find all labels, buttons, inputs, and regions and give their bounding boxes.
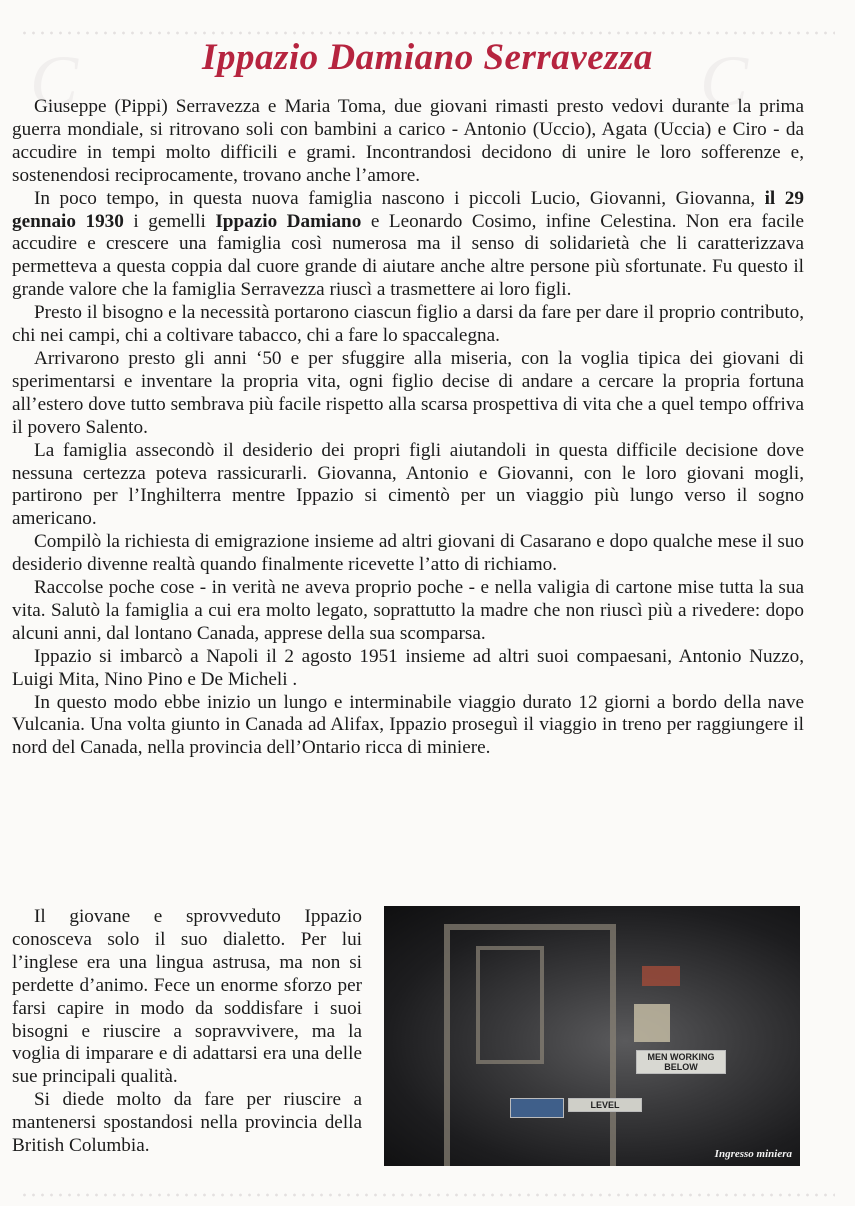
person-name: Ippazio Damiano [215,210,362,232]
level-sign: LEVEL [568,1098,642,1112]
paragraph: Ippazio si imbarcò a Napoli il 2 agosto 1951 insieme ad altri suoi compaesani, Antonio Nuzzo, Luigi Mita, Nino Pino e De Micheli . [12,645,804,690]
paragraph-text: e Leonardo Cosimo, infine Celestina. Non era facile accudire e crescere una famiglia così numerosa ma il senso di solidarietà che li caratterizzava permetteva a questa coppia dal cuore grande di aiutare anche altre persone più sfortunate. Fu questo il grande valore che la famiglia Serravezza riuscì a trasmettere ai loro figli. [12,210,805,301]
paragraph: Raccolse poche cose - in verità ne aveva proprio poche - e nella valigia di cartone mise tutta la sua vita. Salutò la famiglia a cui era molto legato, soprattutto la madre che non riuscì più a rivedere: dopo alcuni anni, dal lontano Canada, apprese della sua scomparsa. [12,577,804,644]
paragraph: Arrivarono presto gli anni ‘50 e per sfuggire alla miseria, con la voglia tipica dei giovani di sperimentarsi e inventare la propria vita, ogni figlio decise di andare a cercare la propria fortuna all’estero dove tutto sembrava più facile rispetto alla scarsa prospettiva di vita che a quel tempo offriva il povero Salento. [12,347,804,438]
paragraph: Giuseppe (Pippi) Serravezza e Maria Toma, due giovani rimasti presto vedovi durante la prima guerra mondiale, si ritrovano soli con bambini a carico - Antonio (Uccio), Agata (Uccia) e Ciro - da accudire in tempi molto difficili e grami. Incontrandosi decidono di unire le loro sofferenze e, sostenendosi reciprocamente, trovano anche l’amore. [12,96,804,186]
paragraph-text: i gemelli [123,210,216,232]
paragraph: Si diede molto da fare per riuscire a mantenersi spostandosi nella provincia della British Columbia. [12,1089,362,1157]
paragraph [12,188,804,303]
mine-entrance-photo [384,906,800,1166]
article-body-side [12,906,362,1158]
page-title: Ippazio Damiano Serravezza [202,37,653,78]
watermark-logo: C [700,41,749,121]
paragraph: Presto il bisogno e la necessità portarono ciascun figlio a darsi da fare per dare il proprio contributo, chi nei campi, chi a coltivare tabacco, chi a fare lo spaccalegna. [12,302,804,347]
paragraph: La famiglia assecondò il desiderio dei propri figli aiutandoli in questa difficile decisione dove nessuna certezza poteva rassicurarli. Giovanna, Antonio e Giovanni, con le loro giovani mogli, partirono per l’Inghilterra mentre Ippazio si cimentò per un viaggio più lungo verso il sogno americano. [12,439,804,530]
notice-sign [634,1004,670,1042]
paragraph: In questo modo ebbe inizio un lungo e interminabile viaggio durato 12 giorni a bordo della nave Vulcania. Una volta giunto in Canada ad Alifax, Ippazio proseguì il viaggio in treno per raggiungere il nord del Canada, nella provincia dell’Ontario ricca di miniere. [12,691,804,759]
warning-sign [642,966,680,986]
article-body [12,96,804,760]
photo-caption: Ingresso miniera [714,1148,792,1160]
paragraph: Compilò la richiesta di emigrazione insieme ad altri giovani di Casarano e dopo qualche mese il suo desiderio divenne realtà quando finalmente ricevette l’atto di richiamo. [12,531,804,576]
paragraph-text: In poco tempo, in questa nuova famiglia nascono i piccoli Lucio, Giovanni, Giovanna, [34,187,765,209]
timber-frame [476,946,544,1064]
decorative-border-bottom [20,1192,835,1198]
blue-sign [510,1098,564,1118]
watermark-logo: C [30,41,79,121]
men-working-sign: MEN WORKING BELOW [636,1050,726,1074]
birth-date: il 29 gennaio 1930 [12,187,804,232]
paragraph: Il giovane e sprovveduto Ippazio conosceva solo il suo dialetto. Per lui l’inglese era una lingua astrusa, ma non si perdette d’animo. Fece un enorme sforzo per farsi capire in modo da soddisfare i suoi bisogni e riuscire a sopravvivere, ma la voglia di imparare e di adattarsi era una delle sue principali qualità. [12,906,362,1088]
